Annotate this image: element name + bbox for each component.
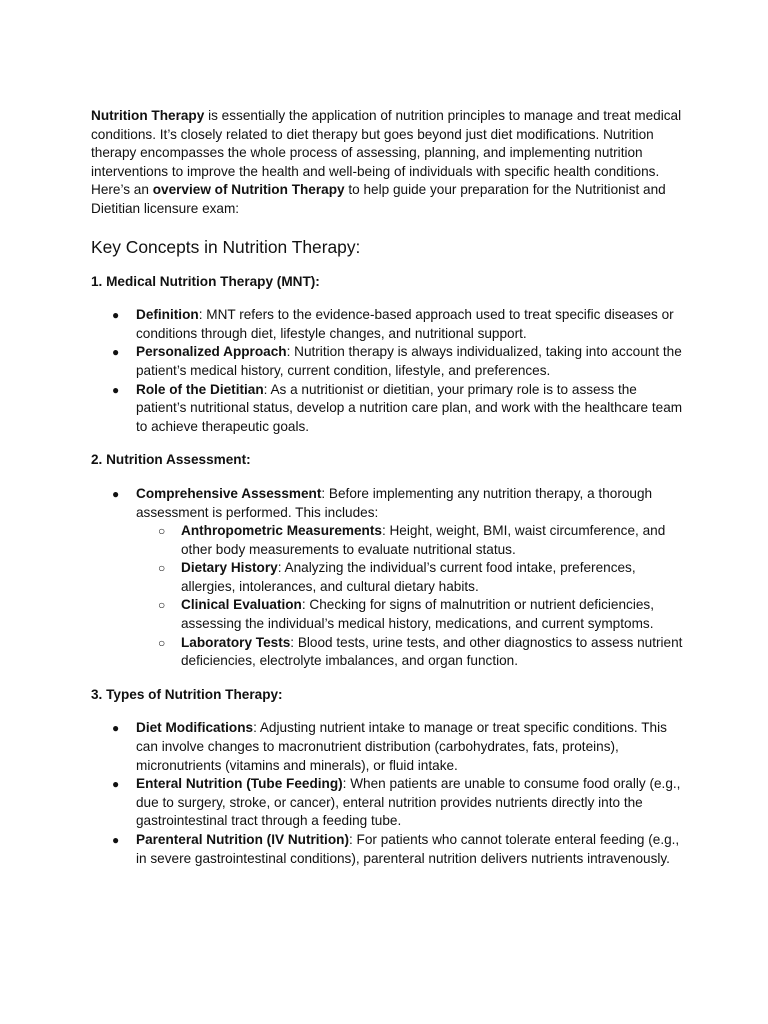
sub-list-item [158,596,691,633]
document-page [91,107,691,883]
bullet-icon: ● [112,308,120,323]
bullet-icon: ● [112,777,120,792]
item-text: : Adjusting nutrient intake to manage or treat specific conditions. This can involve changes to macronutrient distribution (carbohydrates, fats, proteins), micronutrients (vitamins and minerals), or fluid intake. [136,720,667,773]
subitem-term: Anthropometric Measurements [181,523,382,539]
item-text: : As a nutritionist or dietitian, your primary role is to assess the patient’s nutritional status, develop a nutrition care plan, and work with the healthcare team to achieve therapeutic goals. [136,381,683,434]
item-text: : MNT refers to the evidence-based approach used to treat specific diseases or conditions through diet, lifestyle changes, and nutritional support. [136,307,674,341]
list-item [112,775,691,831]
subitem-text: : Analyzing the individual’s current food intake, preferences, allergies, intolerances, and cultural dietary habits. [181,560,636,594]
list-item [112,343,691,380]
bullet-icon: ● [112,721,120,736]
hollow-bullet-icon: ○ [158,598,166,613]
item-text: : For patients who cannot tolerate enteral feeding (e.g., in severe gastrointestinal conditions), parenteral nutrition delivers nutrients intravenously. [136,832,680,866]
item-term: Enteral Nutrition (Tube Feeding) [136,776,343,792]
list-item [112,306,691,343]
section-title-types: 3. Types of Nutrition Therapy: [91,686,283,702]
sub-list-item [158,559,691,596]
item-text: : When patients are unable to consume food orally (e.g., due to surgery, stroke, or cancer), enteral nutrition provides nutrients directly into the gastrointestinal tract through a feeding tube. [136,776,681,829]
item-term: Parenteral Nutrition (IV Nutrition) [136,832,349,847]
item-term: Comprehensive Assessment [136,485,322,501]
item-term: Definition [136,307,199,323]
hollow-bullet-icon: ○ [158,524,166,539]
hollow-bullet-icon: ○ [158,635,166,650]
list-item [112,719,691,775]
mnt-list [91,306,691,436]
bullet-icon: ● [112,345,120,360]
intro-bold-term: Nutrition Therapy [91,108,205,123]
sub-list-item [158,522,691,559]
item-text: : Before implementing any nutrition therapy, a thorough assessment is performed. This includes: [136,485,653,520]
list-item [112,831,691,868]
subitem-term: Dietary History [181,560,278,576]
item-text: : Nutrition therapy is always individualized, taking into account the patient’s medical history, current condition, lifestyle, and preferences. [136,344,682,378]
item-term: Role of the Dietitian [136,381,264,397]
section-title-assessment: 2. Nutrition Assessment: [91,452,251,468]
bullet-icon: ● [112,486,120,501]
subitem-text: : Height, weight, BMI, waist circumference, and other body measurements to evaluate nutritional status. [181,523,666,557]
item-term: Diet Modifications [136,720,254,736]
list-item [112,381,691,437]
item-term: Personalized Approach [136,344,287,360]
subitem-text: : Checking for signs of malnutrition or nutrient deficiencies, assessing the individual’s medical history, medications, and current symptoms. [181,597,654,632]
subitem-text: : Blood tests, urine tests, and other diagnostics to assess nutrient deficiencies, electrolyte imbalances, and organ function. [181,634,683,669]
intro-paragraph [91,107,691,219]
hollow-bullet-icon: ○ [158,561,166,576]
section-title-mnt: 1. Medical Nutrition Therapy (MNT): [91,273,320,289]
assessment-list [91,485,691,671]
bullet-icon: ● [112,382,120,397]
intro-text-part-2: to help guide your preparation for the Nutritionist and Dietitian licensure exam: [91,182,666,216]
subitem-term: Clinical Evaluation [181,597,302,613]
types-list [91,719,691,868]
sub-list-item [158,634,691,671]
intro-text-part-1: is essentially the application of nutrition principles to manage and treat medical conditions. It’s closely related to diet therapy but goes beyond just diet modifications. Nutrition therapy encompasses the whole process of assessing, planning, and implementing nutrition interventions to improve the health and well-being of individuals with specific health conditions. Here’s an [91,108,682,198]
intro-bold-overview: overview of Nutrition Therapy [152,182,345,198]
subitem-term: Laboratory Tests [181,634,291,650]
assessment-sublist [136,522,691,671]
key-concepts-heading: Key Concepts in Nutrition Therapy: [91,236,361,257]
bullet-icon: ● [112,833,120,847]
list-item [112,485,691,671]
